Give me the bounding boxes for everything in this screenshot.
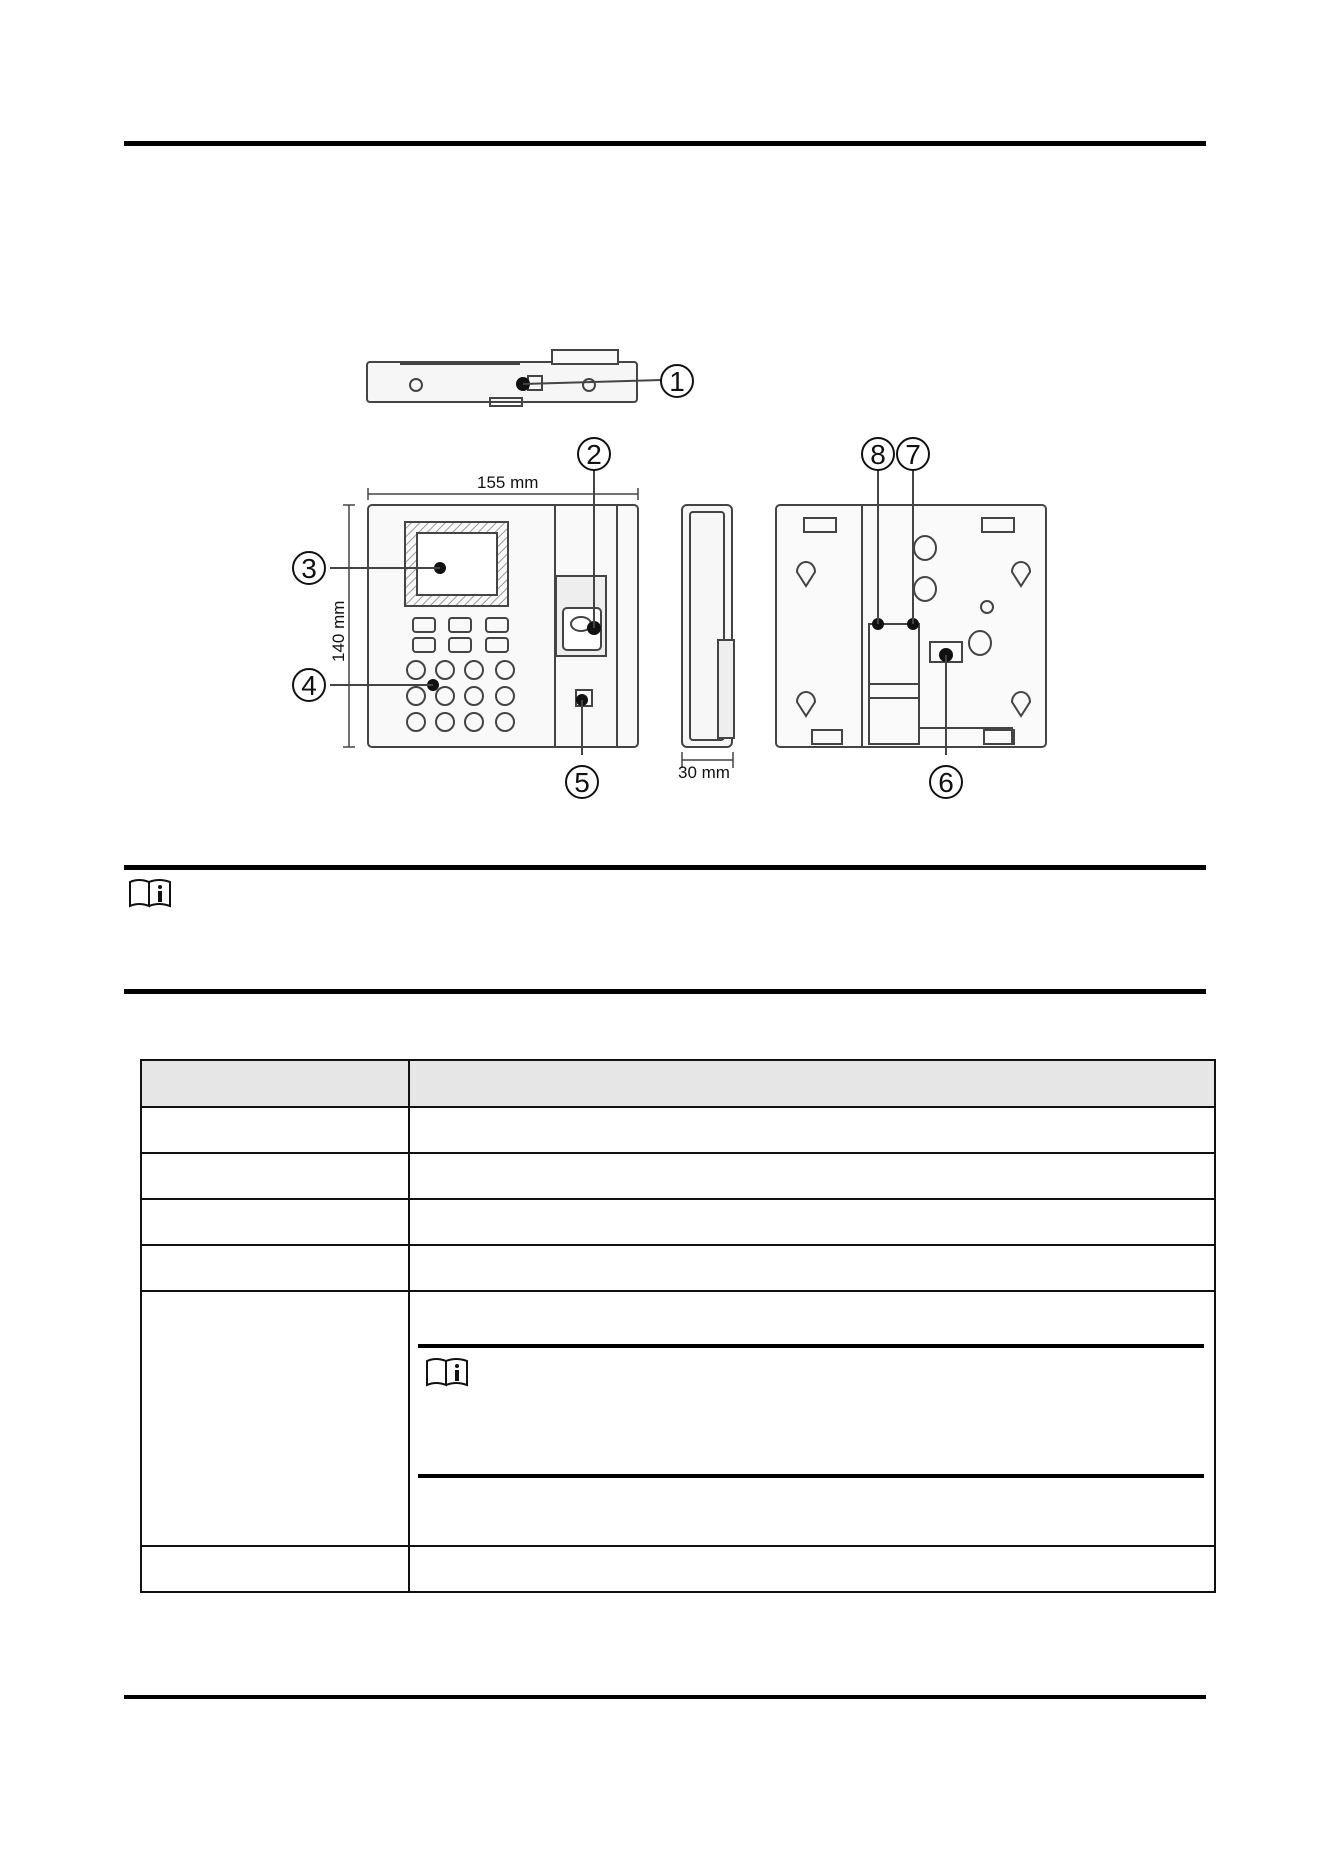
inner-note-bottom-rule bbox=[418, 1474, 1204, 1478]
table-row bbox=[141, 1107, 1215, 1153]
svg-text:4: 4 bbox=[301, 670, 317, 701]
table-cell bbox=[141, 1291, 409, 1546]
svg-text:1: 1 bbox=[669, 366, 685, 397]
inner-note bbox=[418, 1292, 1204, 1545]
table-cell bbox=[141, 1107, 409, 1153]
callout-8 bbox=[862, 438, 894, 470]
table-cell bbox=[409, 1199, 1215, 1245]
svg-text:5: 5 bbox=[574, 767, 590, 798]
device-top-view bbox=[367, 350, 662, 406]
page-footer-rule bbox=[124, 1695, 1206, 1699]
component-table bbox=[140, 1059, 1216, 1593]
table-header-row bbox=[141, 1060, 1215, 1107]
table-cell bbox=[409, 1153, 1215, 1199]
table-header-cell bbox=[409, 1060, 1215, 1107]
device-diagram bbox=[0, 0, 1324, 820]
table-row bbox=[141, 1245, 1215, 1291]
table-cell bbox=[409, 1546, 1215, 1592]
callout-4 bbox=[293, 669, 325, 701]
svg-text:7: 7 bbox=[905, 439, 921, 470]
note-top-rule bbox=[124, 865, 1206, 870]
dimension-depth-label: 30 mm bbox=[678, 763, 730, 782]
callout-5 bbox=[566, 766, 598, 798]
svg-text:3: 3 bbox=[301, 553, 317, 584]
table-cell bbox=[141, 1546, 409, 1592]
svg-text:8: 8 bbox=[870, 439, 886, 470]
device-front-view bbox=[330, 470, 638, 755]
dimension-height-label: 140 mm bbox=[329, 600, 348, 662]
table-row bbox=[141, 1291, 1215, 1546]
table-cell bbox=[409, 1245, 1215, 1291]
svg-text:2: 2 bbox=[586, 439, 602, 470]
table-row bbox=[141, 1546, 1215, 1592]
note-book-info-icon bbox=[127, 876, 173, 910]
callout-6 bbox=[930, 766, 962, 798]
table-cell bbox=[141, 1199, 409, 1245]
dimension-width-label: 155 mm bbox=[477, 473, 539, 492]
callout-2 bbox=[578, 438, 610, 470]
inner-note-top-rule bbox=[418, 1344, 1204, 1348]
table-cell bbox=[409, 1107, 1215, 1153]
note-bottom-rule bbox=[124, 989, 1206, 994]
table-row bbox=[141, 1199, 1215, 1245]
table-header-cell bbox=[141, 1060, 409, 1107]
table-cell bbox=[141, 1153, 409, 1199]
table-cell-with-note bbox=[409, 1291, 1215, 1546]
table-cell bbox=[141, 1245, 409, 1291]
callout-7 bbox=[897, 438, 929, 470]
device-side-view bbox=[682, 505, 734, 747]
callout-1 bbox=[661, 365, 693, 397]
svg-text:6: 6 bbox=[938, 767, 954, 798]
device-back-view bbox=[776, 470, 1046, 755]
callout-3 bbox=[293, 552, 325, 584]
table-row bbox=[141, 1153, 1215, 1199]
note-book-info-icon bbox=[424, 1355, 470, 1389]
